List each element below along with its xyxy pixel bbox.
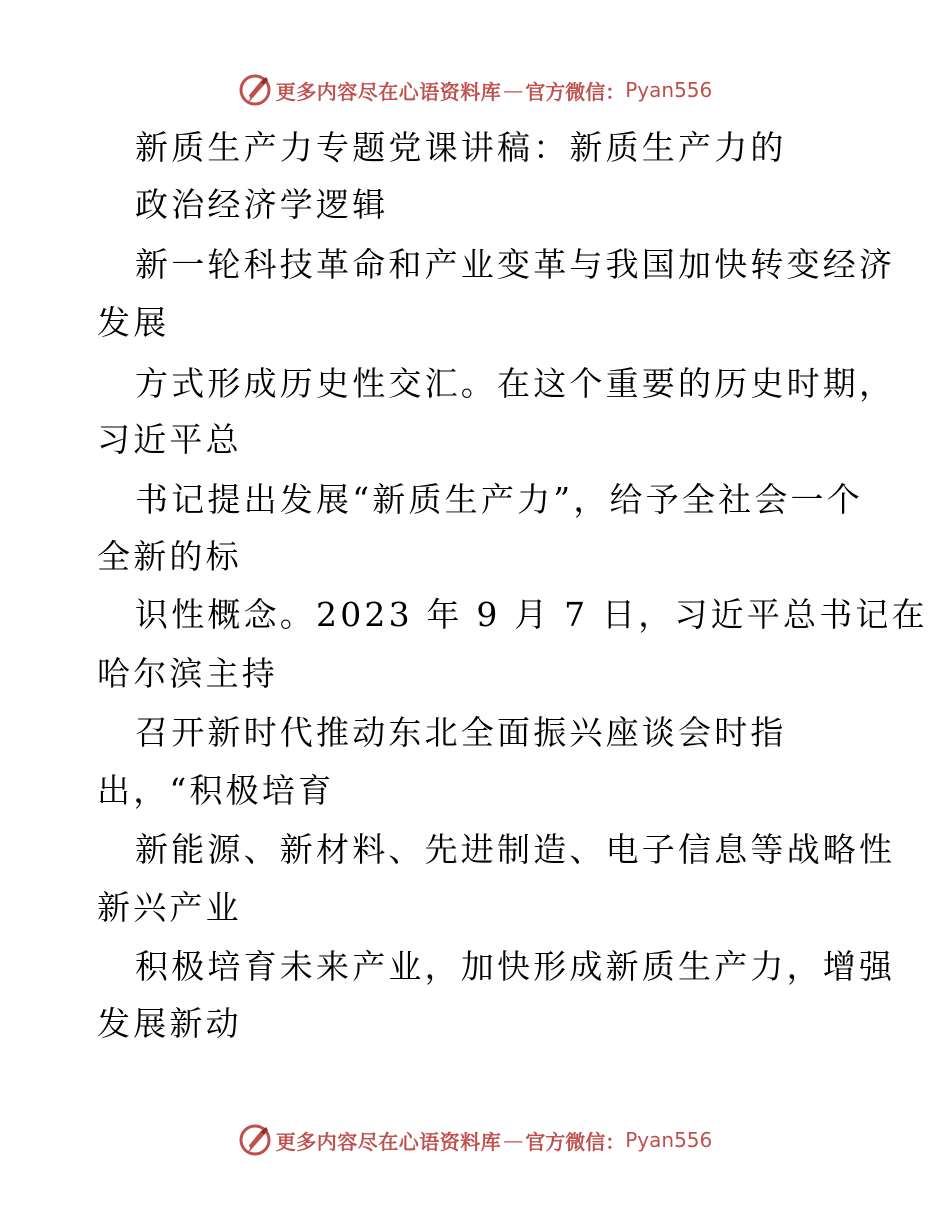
watermark-site-text: 更多内容尽在心语资料库 — [275, 1129, 502, 1154]
watermark-dash: — — [503, 1128, 524, 1152]
quill-pen-logo-icon — [238, 1123, 272, 1157]
text-line: 新能源、新材料、先进制造、电子信息等战略性 — [135, 830, 896, 869]
watermark-wechat-label: 官方微信： — [525, 79, 626, 104]
text-line: 发展新动 — [97, 1004, 242, 1043]
text-line: 书记提出发展“新质生产力”，给予全社会一个 — [135, 480, 863, 519]
watermark-wechat-id: Pyan556 — [625, 1128, 713, 1152]
footer-watermark — [0, 1120, 950, 1160]
text-line: 发展 — [97, 303, 170, 342]
text-line: 积极培育未来产业，加快形成新质生产力，增强 — [135, 947, 896, 986]
watermark-dash: — — [503, 78, 524, 102]
doc-title-line-2: 政治经济学逻辑 — [135, 185, 389, 224]
text-line: 习近平总 — [97, 420, 242, 459]
text-line: 召开新时代推动东北全面振兴座谈会时指 — [135, 713, 787, 752]
watermark-wechat-id: Pyan556 — [625, 78, 713, 102]
text-line: 方式形成历史性交汇。在这个重要的历史时期， — [135, 364, 896, 403]
text-line: 新一轮科技革命和产业变革与我国加快转变经济 — [135, 245, 896, 284]
watermark-wechat-label: 官方微信： — [525, 1129, 626, 1154]
text-line: 识性概念。2023 年 9 月 7 日，习近平总书记在 — [135, 595, 928, 634]
text-line: 哈尔滨主持 — [97, 654, 278, 693]
header-watermark — [0, 70, 950, 110]
text-line: 出，“积极培育 — [97, 771, 335, 810]
watermark-site-text: 更多内容尽在心语资料库 — [275, 79, 502, 104]
doc-title-line-1: 新质生产力专题党课讲稿：新质生产力的 — [135, 128, 787, 167]
text-line: 新兴产业 — [97, 888, 242, 927]
quill-pen-logo-icon — [238, 73, 272, 107]
text-line: 全新的标 — [97, 537, 242, 576]
